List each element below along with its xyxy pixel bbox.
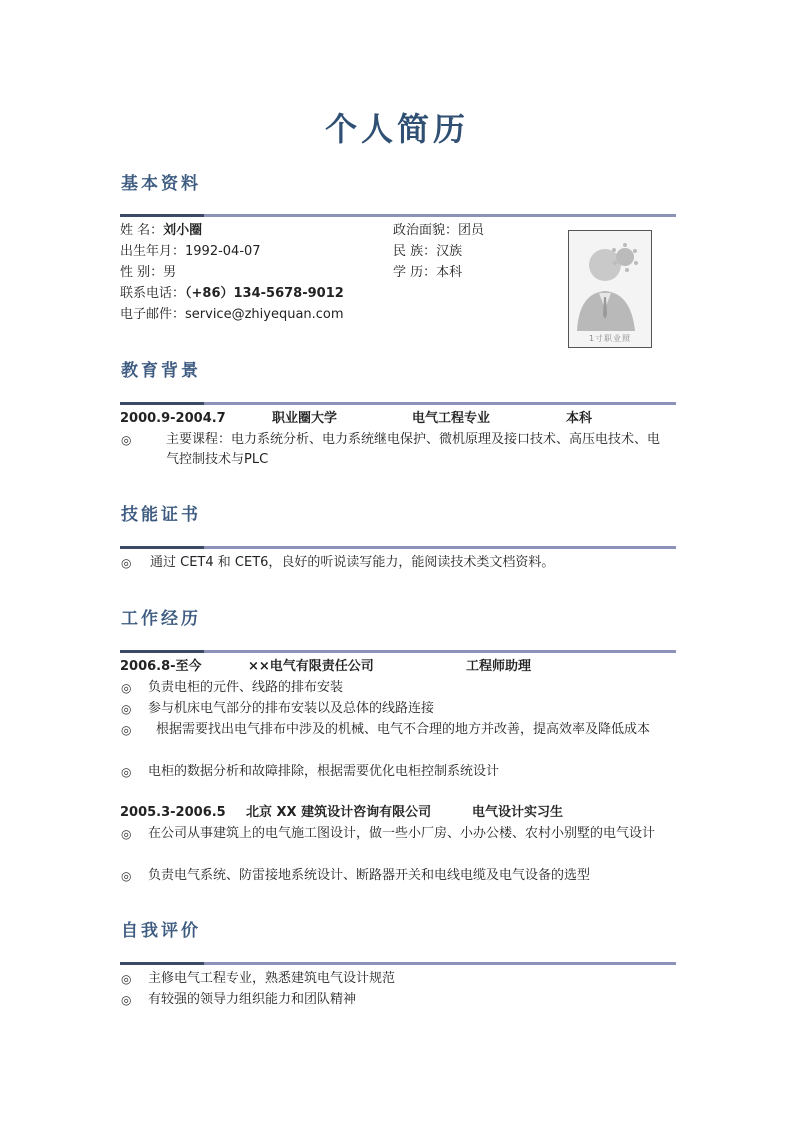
bullet-icon: ◎ <box>121 723 132 737</box>
self-item-2: 有较强的领导力组织能力和团队精神 <box>148 992 357 1007</box>
phone-label: 联系电话： <box>120 286 186 301</box>
bullet-icon: ◎ <box>121 765 132 779</box>
edu-major: 电气工程专业 <box>412 411 491 426</box>
work-1-item-3: 根据需要找出电气排布中涉及的机械、电气不合理的地方并改善，提高效率及降低成本 <box>156 722 651 737</box>
photo-caption: 1寸职业照 <box>588 334 632 343</box>
ethnic-value: 汉族 <box>436 244 463 259</box>
bullet-icon: ◎ <box>121 681 132 695</box>
politics-value: 团员 <box>458 223 485 238</box>
edu-period: 2000.9-2004.7 <box>120 411 226 426</box>
work-2-company: 北京 XX 建筑设计咨询有限公司 <box>246 805 432 820</box>
birth-row <box>120 243 261 261</box>
email-row <box>120 306 344 324</box>
bullet-icon: ◎ <box>121 433 132 447</box>
degree-label: 学 历： <box>393 265 437 280</box>
avatar-icon <box>569 231 651 347</box>
email-label: 电子邮件： <box>120 307 186 322</box>
bullet-icon: ◎ <box>121 993 132 1007</box>
politics-label: 政治面貌： <box>393 223 459 238</box>
bullet-icon: ◎ <box>121 827 132 841</box>
section-title-basic: 基本资料 <box>121 174 201 194</box>
bullet-icon: ◎ <box>121 556 132 570</box>
birth-value: 1992-04-07 <box>185 244 261 259</box>
profile-photo <box>568 230 652 348</box>
work-1-item-4: 电柜的数据分析和故障排除，根据需要优化电柜控制系统设计 <box>148 764 500 779</box>
section-title-self: 自我评价 <box>121 921 201 941</box>
degree-row <box>393 264 462 282</box>
ethnic-label: 民 族： <box>393 244 437 259</box>
edu-courses <box>166 430 666 470</box>
ethnic-row <box>393 243 462 261</box>
work-2-item-1: 在公司从事建筑上的电气施工图设计，做一些小厂房、小办公楼、农村小别墅的电气设计 <box>148 826 656 841</box>
section-title-work: 工作经历 <box>121 609 201 629</box>
gender-label: 性 别： <box>120 265 164 280</box>
self-item-1: 主修电气工程专业，熟悉建筑电气设计规范 <box>148 971 396 986</box>
phone-value: （+86）134-5678-9012 <box>185 286 344 301</box>
section-title-skills: 技能证书 <box>121 505 201 525</box>
degree-value: 本科 <box>436 265 463 280</box>
work-2-item-2: 负责电气系统、防雷接地系统设计、断路器开关和电线电缆及电气设备的选型 <box>148 868 591 883</box>
work-1-item-2: 参与机床电气部分的排布安装以及总体的线路连接 <box>148 701 435 716</box>
name-value: 刘小圈 <box>163 223 203 238</box>
work-1-position: 工程师助理 <box>466 659 532 674</box>
edu-courses-text: 主要课程：电力系统分析、电力系统继电保护、微机原理及接口技术、高压电技术、电气控制技术与PLC <box>166 432 661 467</box>
bullet-icon: ◎ <box>121 972 132 986</box>
birth-label: 出生年月： <box>120 244 186 259</box>
phone-row <box>120 285 344 303</box>
bullet-icon: ◎ <box>121 869 132 883</box>
edu-level: 本科 <box>566 411 593 426</box>
work-1-item-1: 负责电柜的元件、线路的排布安装 <box>148 680 344 695</box>
email-value: service@zhiyequan.com <box>185 307 344 322</box>
work-1-period: 2006.8-至今 <box>120 659 202 674</box>
gender-value: 男 <box>163 265 177 280</box>
section-rule-basic <box>120 214 676 217</box>
section-rule-self <box>120 962 676 965</box>
page-title: 个人简历 <box>324 110 469 148</box>
politics-row <box>393 222 484 240</box>
name-label: 姓 名： <box>120 223 164 238</box>
work-2-position: 电气设计实习生 <box>472 805 564 820</box>
edu-school: 职业圈大学 <box>272 411 338 426</box>
work-2-period: 2005.3-2006.5 <box>120 805 226 820</box>
section-rule-education <box>120 402 676 405</box>
skill-item: 通过 CET4 和 CET6，良好的听说读写能力，能阅读技术类文档资料。 <box>150 555 555 570</box>
section-title-education: 教育背景 <box>121 361 201 381</box>
section-rule-skills <box>120 546 676 549</box>
section-rule-work <box>120 650 676 653</box>
bullet-icon: ◎ <box>121 702 132 716</box>
name-row <box>120 222 202 240</box>
work-1-company: ××电气有限责任公司 <box>248 659 374 674</box>
gender-row <box>120 264 176 282</box>
